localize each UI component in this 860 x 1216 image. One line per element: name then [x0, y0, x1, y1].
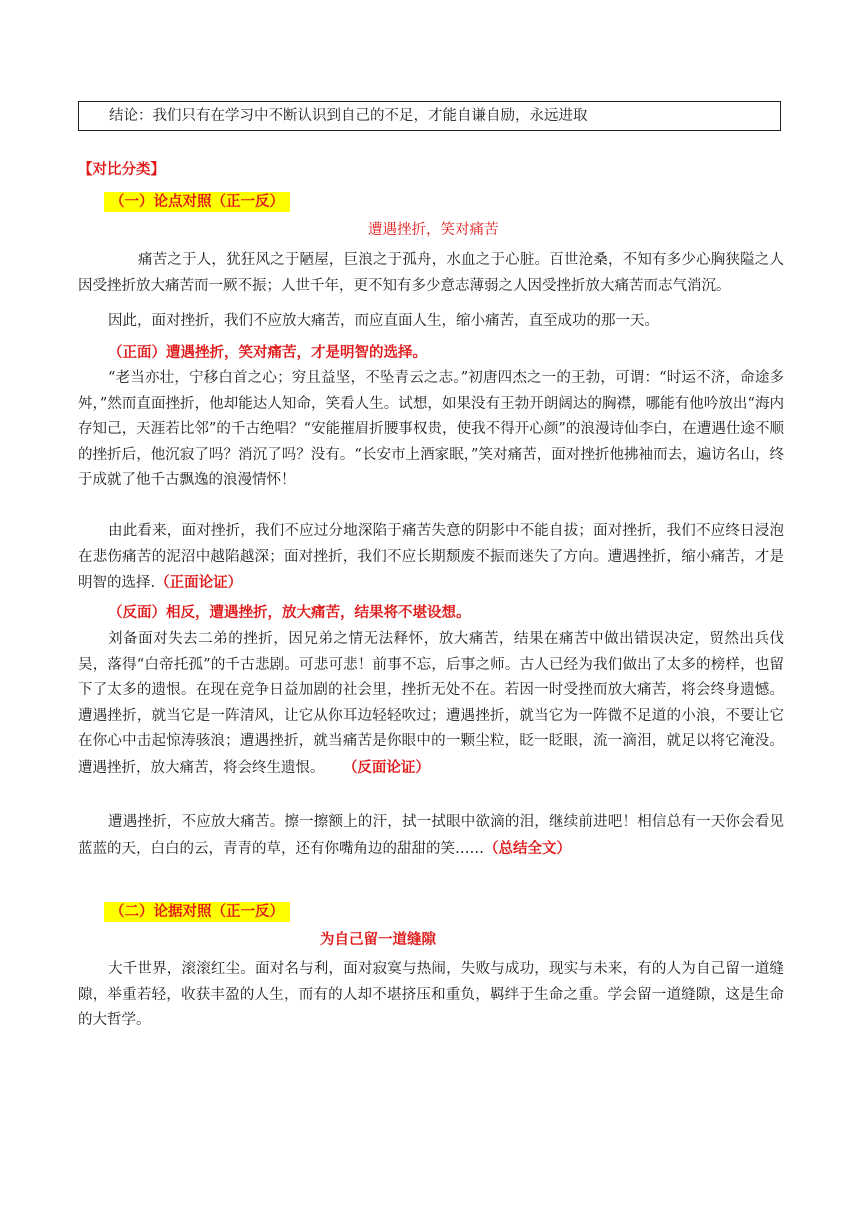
- negative-tag: （反面论证）: [342, 758, 430, 776]
- positive-tag: （正面论证）: [155, 574, 243, 591]
- section-title: 【对比分类】: [78, 161, 165, 178]
- positive-paragraph-2: [78, 519, 784, 597]
- part1-label: （一）论点对照（正一反）: [104, 192, 290, 212]
- intro-paragraph-2: 因此，面对挫折，我们不应放大痛苦，而应直面人生，缩小痛苦，直至成功的那一天。: [108, 313, 659, 329]
- summary-paragraph-text: 遭遇挫折，不应放大痛苦。擦一擦额上的汗，拭一拭眼中欲滴的泪，继续前进吧！相信总有一天你会看见蓝蓝的天，白白的云，青青的草，还有你嘴角边的甜甜的笑……: [78, 814, 784, 857]
- positive-heading: （正面）遭遇挫折，笑对痛苦，才是明智的选择。: [108, 344, 427, 361]
- positive-paragraph-1: “老当亦壮，宁移白首之心；穷且益坚，不坠青云之志。”初唐四杰之一的王勃，可谓：“时运不济，命途多舛，”然而直面挫折，他却能达人知命，笑看人生。试想，如果没有王勃开朗阔达的胸襟，哪能有他吟放出“海内存知己，天涯若比邻”的千古绝唱？“安能摧眉折腰事权贵，使我不得开心颜”的浪漫诗仙李白，在遭遇仕途不顺的挫折后，他沉寂了吗？消沉了吗？没有。“长安市上酒家眠，”笑对痛苦，面对挫折他拂袖而去，遍访名山，终于成就了他千古飘逸的浪漫情怀！: [78, 370, 784, 488]
- negative-heading: （反面）相反，遭遇挫折，放大痛苦，结果将不堪设想。: [108, 604, 471, 621]
- conclusion-box: 结论：我们只有在学习中不断认识到自己的不足，才能自谦自励，永远进取: [78, 101, 781, 131]
- positive-paragraph-2-text: 由此看来，面对挫折，我们不应过分地深陷于痛苦失意的阴影中不能自拔；面对挫折，我们不应终日浸泡在悲伤痛苦的泥沼中越陷越深；面对挫折，我们不应长期颓废不振而迷失了方向。遭遇挫折，缩小痛苦，才是明智的选择.: [78, 523, 784, 591]
- negative-paragraph-1-text: 刘备面对失去二弟的挫折，因兄弟之情无法释怀，放大痛苦，结果在痛苦中做出错误决定，贸然出兵伐吴，落得“白帝托孤”的千古悲剧。可悲可悲！前事不忘，后事之师。古人已经为我们做出了太多的榜样，也留下了太多的遗恨。在现在竞争日益加剧的社会里，挫折无处不在。若因一时受挫而放大痛苦，将会终身遗憾。遭遇挫折，就当它是一阵清风，让它从你耳边轻轻吹过；遭遇挫折，就当它为一阵微不足道的小浪，不要让它在你心中击起惊涛骇浪；遭遇挫折，就当痛苦是你眼中的一颗尘粒，眨一眨眼，流一滴泪，就足以将它淹没。遭遇挫折，放大痛苦，将会终生遗恨。: [78, 631, 784, 776]
- essay1-title: 遭遇挫折，笑对痛苦: [368, 222, 499, 238]
- summary-tag: （总结全文）: [484, 839, 571, 857]
- part2-label: （二）论据对照（正一反）: [104, 902, 290, 922]
- essay2-paragraph-1: 大千世界，滚滚红尘。面对名与利，面对寂寞与热闹，失败与成功，现实与未来，有的人为自己留一道缝隙，举重若轻，收获丰盈的人生，而有的人却不堪挤压和重负，羁绊于生命之重。学会留一道缝隙，这是生命的大哲学。: [78, 961, 784, 1028]
- negative-paragraph-1: [78, 627, 784, 781]
- summary-paragraph: [78, 810, 784, 862]
- intro-paragraph-1: 痛苦之于人，犹狂风之于陋屋，巨浪之于孤舟，水血之于心脏。百世沧桑，不知有多少心胸狭隘之人因受挫折放大痛苦而一厥不振；人世千年，更不知有多少意志薄弱之人因受挫折放大痛苦而志气消沉。: [78, 252, 784, 294]
- essay2-title: 为自己留一道缝隙: [320, 931, 436, 948]
